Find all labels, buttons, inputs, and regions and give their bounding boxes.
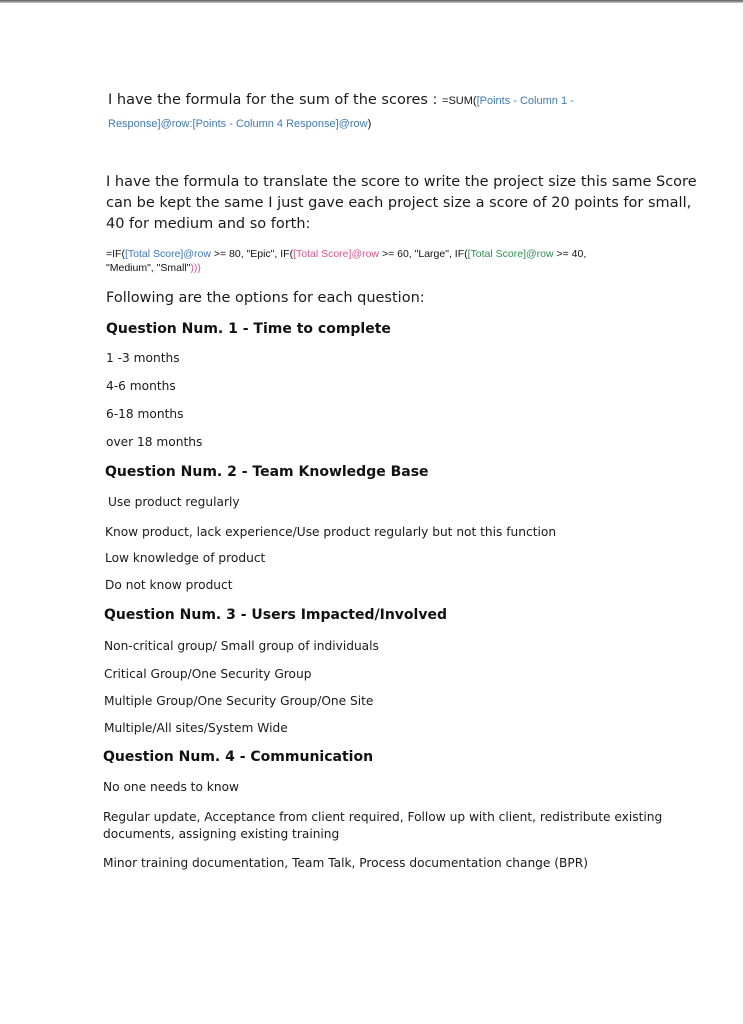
sum-formula-line-2 xyxy=(108,112,371,131)
question-1-option-3: 6-18 months xyxy=(106,407,184,421)
question-2-option-4: Do not know product xyxy=(105,578,233,592)
sum-formula-ref: [Points - Column 1 - xyxy=(476,95,574,107)
if-p2: >= 80, "Epic", IF( xyxy=(210,248,294,260)
if-ref-2: [Total Score]@row xyxy=(293,248,380,260)
question-4-option-1: No one needs to know xyxy=(103,780,239,794)
if-p3: >= 60, "Large", IF( xyxy=(379,248,468,260)
question-3-option-1: Non-critical group/ Small group of individuals xyxy=(104,639,379,653)
translate-line-1: I have the formula to translate the score to write the project size this same Score xyxy=(106,174,697,190)
if-p4: >= 40, xyxy=(553,248,587,260)
question-4-option-2-line-2: documents, assigning existing training xyxy=(103,827,340,841)
sum-prefix: I have the formula for the sum of the scores : xyxy=(108,92,443,108)
question-3-option-2: Critical Group/One Security Group xyxy=(104,667,312,681)
if-ref-3: [Total Score]@row xyxy=(467,248,554,260)
question-2-option-1: Use product regularly xyxy=(108,495,240,509)
translate-line-2: can be kept the same I just gave each project size a score of 20 points for small, xyxy=(106,195,692,211)
question-3-heading: Question Num. 3 - Users Impacted/Involved xyxy=(104,607,447,623)
question-2-option-3: Low knowledge of product xyxy=(105,551,266,565)
question-4-option-2-line-1: Regular update, Acceptance from client required, Follow up with client, redistribute existing xyxy=(103,810,663,824)
sum-formula-start: =SUM( xyxy=(442,95,477,107)
sum-formula-ref-cont: Response]@row:[Points - Column 4 Response]@row xyxy=(108,118,368,130)
if-ref-1: [Total Score]@row xyxy=(124,248,211,260)
options-intro: Following are the options for each question: xyxy=(106,290,425,306)
question-3-option-4: Multiple/All sites/System Wide xyxy=(104,721,288,735)
question-4-option-3: Minor training documentation, Team Talk, Process documentation change (BPR) xyxy=(103,856,588,870)
sum-formula-line-1 xyxy=(108,91,574,111)
question-1-option-2: 4-6 months xyxy=(106,379,176,393)
sum-formula-end: ) xyxy=(367,118,372,130)
question-2-option-2: Know product, lack experience/Use product regularly but not this function xyxy=(105,525,557,539)
question-4-heading: Question Num. 4 - Communication xyxy=(103,749,374,765)
question-1-option-1: 1 -3 months xyxy=(106,351,180,365)
if-formula-line-2 xyxy=(106,261,201,276)
question-3-option-3: Multiple Group/One Security Group/One Site xyxy=(104,694,374,708)
question-1-heading: Question Num. 1 - Time to complete xyxy=(106,321,391,337)
if-formula-line-1 xyxy=(106,247,586,262)
question-1-option-4: over 18 months xyxy=(106,435,203,449)
if-line2-a: "Medium", "Small" xyxy=(106,262,191,274)
if-p1: =IF( xyxy=(106,248,125,260)
translate-line-3: 40 for medium and so forth: xyxy=(106,216,311,232)
if-line2-b: ))) xyxy=(190,262,201,274)
question-2-heading: Question Num. 2 - Team Knowledge Base xyxy=(105,464,429,480)
